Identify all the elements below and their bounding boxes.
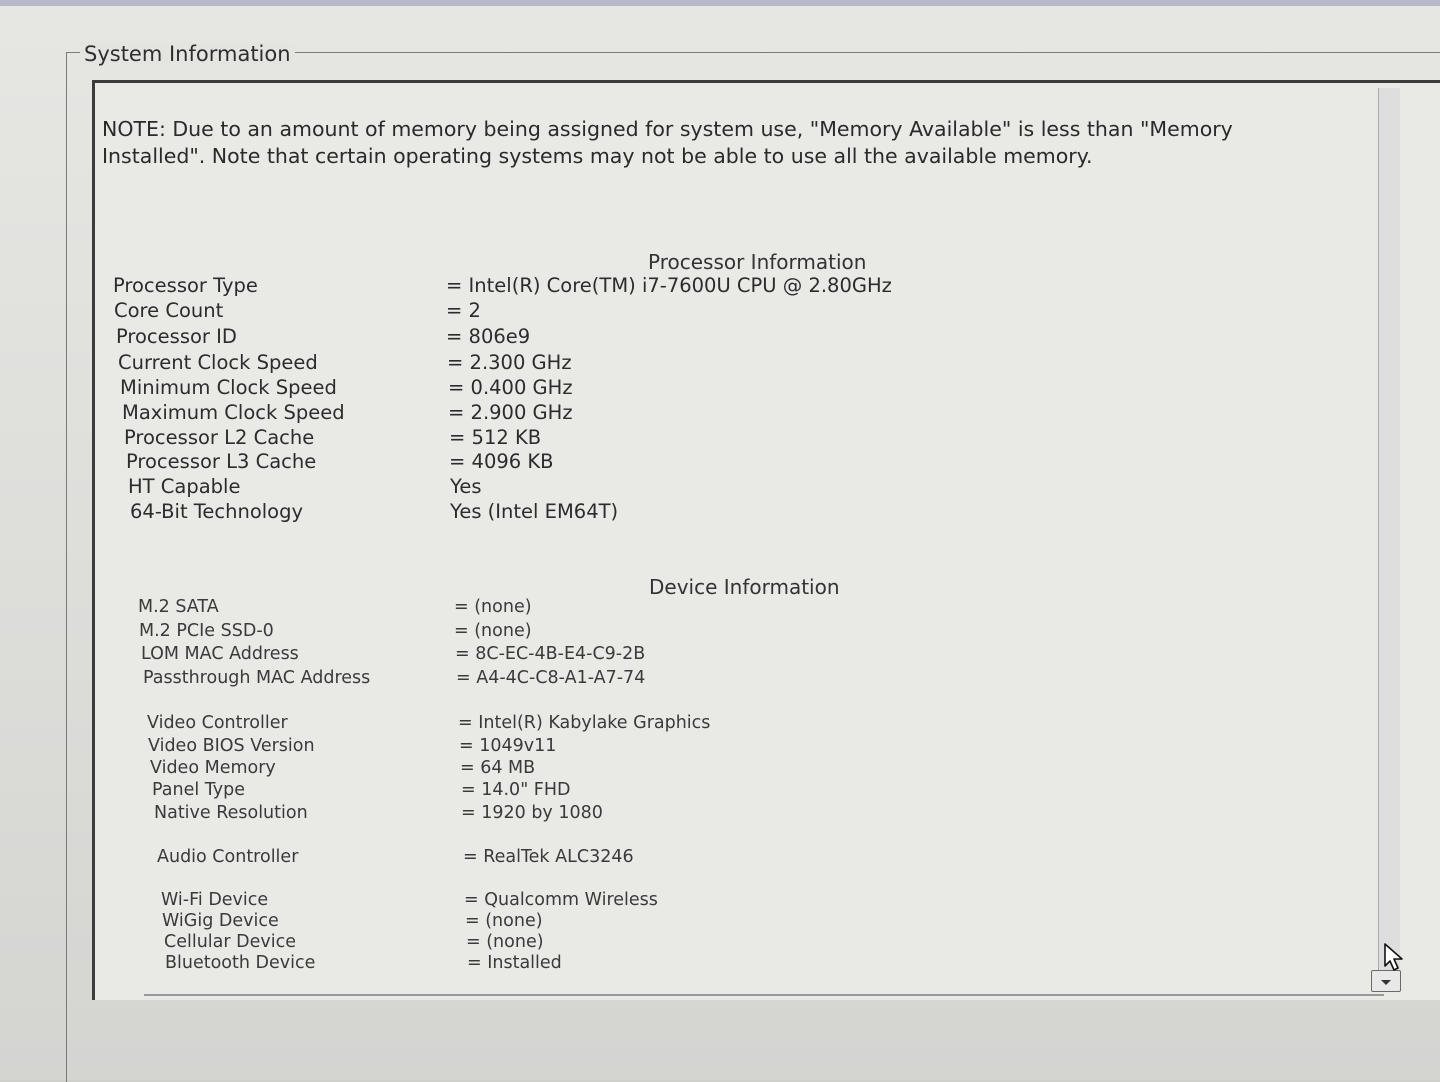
row-label: LOM MAC Address bbox=[141, 644, 299, 664]
row-label: Passthrough MAC Address bbox=[143, 668, 371, 688]
panel-divider bbox=[144, 994, 1384, 996]
row-label: Minimum Clock Speed bbox=[120, 376, 337, 399]
row-label: Video BIOS Version bbox=[148, 736, 315, 756]
row-label: Processor L3 Cache bbox=[126, 450, 317, 473]
mouse-pointer-icon bbox=[1382, 942, 1408, 972]
row-label: Current Clock Speed bbox=[118, 351, 318, 374]
row-value: = 1920 by 1080 bbox=[461, 803, 603, 823]
row-value: = 806e9 bbox=[446, 325, 531, 348]
row-value: = (none) bbox=[454, 597, 532, 617]
row-value: = Intel(R) Kabylake Graphics bbox=[458, 713, 711, 733]
row-value: Yes (Intel EM64T) bbox=[450, 500, 619, 523]
row-label: Cellular Device bbox=[164, 932, 296, 952]
row-label: Processor Type bbox=[113, 274, 258, 297]
row-value: = 0.400 GHz bbox=[448, 376, 573, 399]
row-value: = (none) bbox=[466, 932, 544, 952]
row-label: Audio Controller bbox=[157, 847, 299, 867]
row-value: = 4096 KB bbox=[449, 450, 554, 473]
scroll-down-button[interactable] bbox=[1371, 970, 1401, 992]
row-label: M.2 SATA bbox=[138, 597, 219, 617]
row-value: = 2.900 GHz bbox=[448, 401, 573, 424]
row-label: 64-Bit Technology bbox=[130, 500, 304, 523]
row-label: Bluetooth Device bbox=[165, 953, 316, 973]
row-value: = 2.300 GHz bbox=[447, 351, 572, 374]
memory-note: NOTE: Due to an amount of memory being assigned for system use, "Memory Available" is less than "Memory Installed". Note that certain operating systems may not be able to use all the available memory. bbox=[102, 117, 1233, 168]
row-label: Panel Type bbox=[152, 780, 245, 800]
row-label: Processor L2 Cache bbox=[124, 426, 315, 449]
row-value: = Qualcomm Wireless bbox=[464, 890, 658, 910]
row-label: Wi-Fi Device bbox=[161, 890, 269, 910]
row-label: Core Count bbox=[114, 299, 224, 322]
row-label: WiGig Device bbox=[162, 911, 279, 931]
row-value: = 2 bbox=[446, 299, 481, 322]
row-value: = 1049v11 bbox=[459, 736, 557, 756]
row-value: = Installed bbox=[467, 953, 562, 973]
row-value: = A4-4C-C8-A1-A7-74 bbox=[456, 668, 646, 688]
row-value: = Intel(R) Core(TM) i7-7600U CPU @ 2.80GHz bbox=[446, 274, 892, 297]
row-value: = 512 KB bbox=[449, 426, 542, 449]
row-value: = (none) bbox=[454, 621, 532, 641]
row-label: Maximum Clock Speed bbox=[122, 401, 345, 424]
row-label: Native Resolution bbox=[154, 803, 308, 823]
vertical-scrollbar[interactable] bbox=[1378, 88, 1400, 992]
chevron-down-icon bbox=[1380, 972, 1392, 991]
row-label: Video Memory bbox=[150, 758, 276, 778]
row-value: = 8C-EC-4B-E4-C9-2B bbox=[455, 644, 646, 664]
row-value: = RealTek ALC3246 bbox=[463, 847, 634, 867]
group-title: System Information bbox=[80, 42, 295, 66]
row-label: HT Capable bbox=[128, 475, 241, 498]
row-value: = 64 MB bbox=[460, 758, 536, 778]
row-label: Video Controller bbox=[147, 713, 288, 733]
row-value: Yes bbox=[450, 475, 482, 498]
row-label: M.2 PCIe SSD-0 bbox=[139, 621, 274, 641]
processor-section-title: Processor Information bbox=[648, 250, 867, 274]
device-section-title: Device Information bbox=[649, 575, 840, 599]
row-label: Processor ID bbox=[116, 325, 237, 348]
row-value: = 14.0" FHD bbox=[461, 780, 571, 800]
row-value: = (none) bbox=[465, 911, 543, 931]
